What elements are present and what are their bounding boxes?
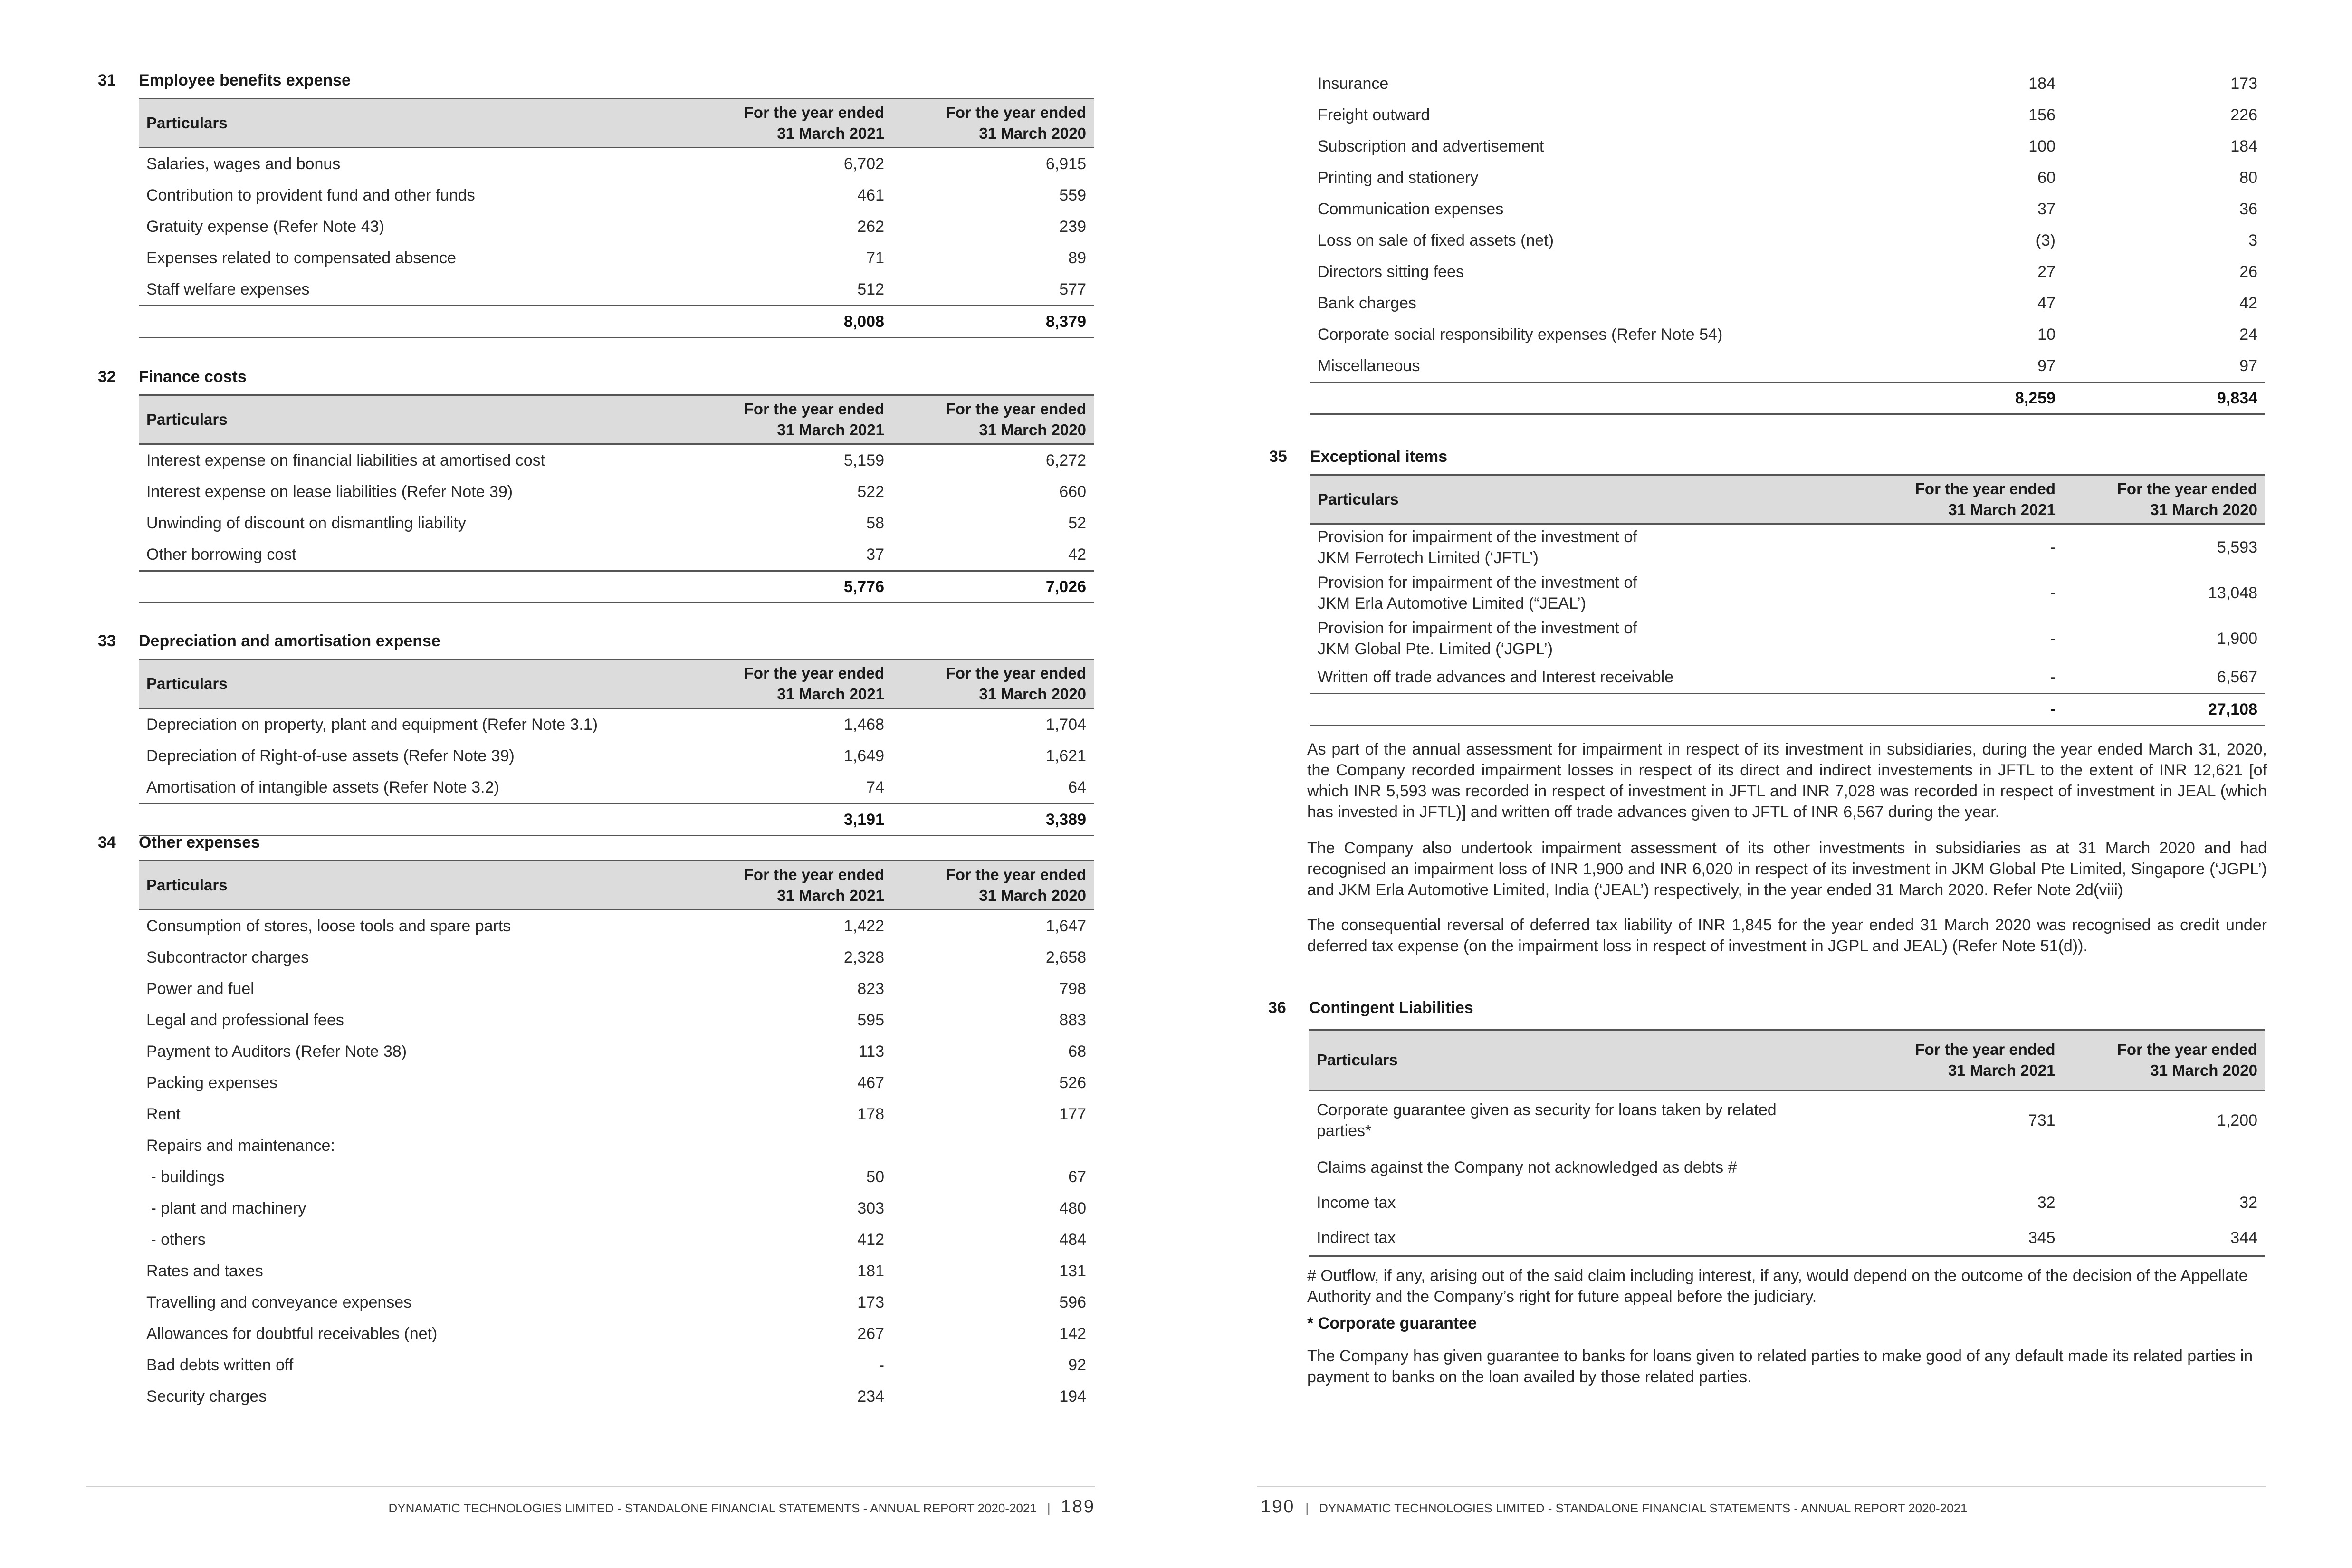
note-31 bbox=[98, 71, 1094, 338]
total-row: 8,008 8,379 bbox=[139, 306, 1094, 338]
footnote-outflow: # Outflow, if any, arising out of the said claim including interest, if any, would depend on the outcome of the decision of the Appellate Authority and the Company’s right for future appeal before the judiciary. bbox=[1307, 1267, 2248, 1306]
footer-rule bbox=[86, 1486, 1095, 1487]
note-title: Exceptional items bbox=[1310, 448, 1448, 466]
footer-rule bbox=[1257, 1486, 2266, 1487]
note-title: Employee benefits expense bbox=[139, 71, 351, 89]
table-row: Other borrowing cost 37 42 bbox=[146, 545, 1086, 564]
total-row: - 27,108 bbox=[1310, 694, 2265, 726]
table-header-row bbox=[139, 99, 1094, 148]
table-row: Power and fuel 823 798 bbox=[146, 979, 1086, 998]
header-year-2021: For the year ended 31 March 2021 bbox=[690, 99, 892, 148]
note-34 bbox=[98, 833, 1094, 1412]
total-row: 8,259 9,834 bbox=[1310, 382, 2265, 414]
table-row: Interest expense on lease liabilities (Refer Note 39) 522 660 bbox=[146, 482, 1086, 501]
finance-costs-table bbox=[139, 394, 1094, 603]
note-32 bbox=[98, 368, 1094, 603]
note-number: 35 bbox=[1269, 448, 1287, 466]
note-number: 33 bbox=[98, 632, 116, 650]
note-number: 32 bbox=[98, 368, 116, 386]
table-row: Amortisation of intangible assets (Refer Note 3.2) 74 64 bbox=[146, 778, 1086, 796]
table-header-row: Particulars For the year ended 31 March 2021 For the year ended 31 March 2020 bbox=[139, 861, 1094, 910]
table-row: Bank charges 47 42 bbox=[1318, 294, 2257, 312]
table-row: Legal and professional fees 595 883 bbox=[146, 1011, 1086, 1029]
table-header-row: Particulars For the year ended 31 March 2021 For the year ended 31 March 2020 bbox=[139, 395, 1094, 444]
table-row: Security charges 234 194 bbox=[146, 1387, 1086, 1405]
note-number: 31 bbox=[98, 71, 116, 89]
header-year-2020: For the year ended 31 March 2020 bbox=[892, 99, 1094, 148]
table-header-row: Particulars For the year ended 31 March 2021 For the year ended 31 March 2020 bbox=[1310, 475, 2265, 524]
table-row: Provision for impairment of the investment of JKM Ferrotech Limited (‘JFTL’) - 5,593 bbox=[1318, 528, 2257, 567]
table-row: Directors sitting fees 27 26 bbox=[1318, 262, 2257, 281]
table-row: Communication expenses 37 36 bbox=[1318, 200, 2257, 218]
table-row: Payment to Auditors (Refer Note 38) 113 68 bbox=[146, 1042, 1086, 1061]
note-35 bbox=[1269, 448, 2265, 726]
contingent-liabilities-table bbox=[1309, 1029, 2265, 1257]
table-row: Freight outward 156 226 bbox=[1318, 105, 2257, 124]
table-row: Written off trade advances and Interest receivable - 6,567 bbox=[1318, 668, 2257, 686]
table-row: Gratuity expense (Refer Note 43) 262 239 bbox=[146, 217, 1086, 236]
table-row: Provision for impairment of the investment of JKM Global Pte. Limited (‘JGPL’) - 1,900 bbox=[1318, 619, 2257, 658]
footer-text: DYNAMATIC TECHNOLOGIES LIMITED - STANDALONE FINANCIAL STATEMENTS - ANNUAL REPORT 2020-2021 bbox=[1319, 1501, 1968, 1515]
note-title: Depreciation and amortisation expense bbox=[139, 632, 440, 650]
page-number: 190 bbox=[1261, 1497, 1295, 1517]
table-row: Rent 178 177 bbox=[146, 1105, 1086, 1123]
table-row: Subscription and advertisement 100 184 bbox=[1318, 137, 2257, 155]
table-row: Consumption of stores, loose tools and spare parts 1,422 1,647 bbox=[146, 917, 1086, 935]
note-36 bbox=[1268, 999, 2265, 1257]
note-title: Finance costs bbox=[139, 368, 247, 386]
total-row: 5,776 7,026 bbox=[139, 571, 1094, 603]
table-row: Allowances for doubtful receivables (net) 267 142 bbox=[146, 1324, 1086, 1343]
note-number: 36 bbox=[1268, 999, 1286, 1017]
table-row: Corporate guarantee given as security for loans taken by related parties* 731 1,200 bbox=[1317, 1101, 2257, 1140]
table-row: Interest expense on financial liabilities at amortised cost 5,159 6,272 bbox=[146, 451, 1086, 469]
table-row: Unwinding of discount on dismantling liability 58 52 bbox=[146, 514, 1086, 532]
table-row: Loss on sale of fixed assets (net) (3) 3 bbox=[1318, 231, 2257, 249]
table-row: Staff welfare expenses 512 577 bbox=[146, 280, 1086, 298]
corporate-guarantee-text: The Company has given guarantee to banks for loans given to related parties to make good of any default made its related parties in payment to banks on the loan availed by those related parties. bbox=[1307, 1347, 2253, 1386]
table-row: Expenses related to compensated absence 71 89 bbox=[146, 249, 1086, 267]
total-row: 3,191 3,389 bbox=[139, 804, 1094, 836]
note-number: 34 bbox=[98, 833, 116, 851]
footer-text: DYNAMATIC TECHNOLOGIES LIMITED - STANDALONE FINANCIAL STATEMENTS - ANNUAL REPORT 2020-2021 bbox=[388, 1501, 1037, 1515]
table-row: Printing and stationery 60 80 bbox=[1318, 168, 2257, 187]
employee-benefits-table bbox=[139, 98, 1094, 338]
table-row: Miscellaneous 97 97 bbox=[1318, 356, 2257, 375]
paragraph: The Company also undertook impairment assessment of its other investments in subsidiaries as at 31 March 2020 and had recognised an impairment loss of INR 1,900 and INR 6,020 in respect of its investment in JKM Global Pte Limited, Singapore (‘JGPL’) and JKM Erla Automotive Limited, India (‘JEAL’) respectively, in the year ended 31 March 2020. Refer Note 2d(viii) bbox=[1307, 839, 2267, 899]
corporate-guarantee-heading: * Corporate guarantee bbox=[1307, 1314, 1477, 1332]
table-row: Rates and taxes 181 131 bbox=[146, 1262, 1086, 1280]
table-row: Corporate social responsibility expenses (Refer Note 54) 10 24 bbox=[1318, 325, 2257, 344]
table-row: Depreciation on property, plant and equipment (Refer Note 3.1) 1,468 1,704 bbox=[146, 715, 1086, 734]
exceptional-items-table bbox=[1310, 474, 2265, 726]
note-title: Other expenses bbox=[139, 833, 260, 851]
right-page bbox=[1176, 0, 2352, 1568]
table-row: Subcontractor charges 2,328 2,658 bbox=[146, 948, 1086, 966]
page-footer: DYNAMATIC TECHNOLOGIES LIMITED - STANDALONE FINANCIAL STATEMENTS - ANNUAL REPORT 2020-2021 | 189 bbox=[388, 1497, 1095, 1517]
table-row: Depreciation of Right-of-use assets (Refer Note 39) 1,649 1,621 bbox=[146, 746, 1086, 765]
table-row: Salaries, wages and bonus 6,702 6,915 bbox=[146, 154, 1086, 173]
table-row: - plant and machinery 303 480 bbox=[146, 1199, 1086, 1217]
paragraph: The consequential reversal of deferred tax liability of INR 1,845 for the year ended 31 March 2020 was recognised as credit under deferred tax expense (on the impairment loss in respect of investment in JGPL and JEAL) (Refer Note 51(d)). bbox=[1307, 916, 2267, 955]
page-footer: 190 | DYNAMATIC TECHNOLOGIES LIMITED - STANDALONE FINANCIAL STATEMENTS - ANNUAL REPORT 2020-2021 bbox=[1261, 1497, 1968, 1517]
paragraph: As part of the annual assessment for impairment in respect of its investment in subsidiaries, during the year ended March 31, 2020, the Company recorded impairment losses in respect of its direct and indirect investements in JFTL to the extent of INR 12,621 [of which INR 5,593 was recorded in respect of investment in JFTL and INR 7,028 was recorded in respect of investment in JEAL (which has invested in JFTL)] and written off trade advances given to JFTL of INR 6,567 during the year. bbox=[1307, 740, 2267, 821]
other-expenses-table-continued bbox=[1310, 68, 2265, 415]
table-header-row: Particulars For the year ended 31 March 2021 For the year ended 31 March 2020 bbox=[139, 660, 1094, 708]
depreciation-table bbox=[139, 659, 1094, 836]
table-row: Packing expenses 467 526 bbox=[146, 1073, 1086, 1092]
table-header-row: Particulars For the year ended 31 March 2021 For the year ended 31 March 2020 bbox=[1309, 1030, 2265, 1090]
table-row: Claims against the Company not acknowledged as debts # bbox=[1317, 1158, 1737, 1176]
table-row: Indirect tax 345 344 bbox=[1309, 1220, 2265, 1256]
page-number: 189 bbox=[1061, 1497, 1095, 1517]
note-34-continued bbox=[1310, 68, 2265, 415]
table-row: Travelling and conveyance expenses 173 596 bbox=[146, 1293, 1086, 1311]
table-row: Income tax 32 32 bbox=[1317, 1193, 2257, 1212]
table-row: Provision for impairment of the investment of JKM Erla Automotive Limited (“JEAL’) - 13,048 bbox=[1318, 574, 2257, 612]
note-title: Contingent Liabilities bbox=[1309, 999, 1473, 1017]
table-row: Contribution to provident fund and other funds 461 559 bbox=[146, 186, 1086, 204]
table-row: Insurance 184 173 bbox=[1318, 74, 2257, 93]
note-33 bbox=[98, 632, 1094, 836]
table-row: - buildings 50 67 bbox=[146, 1167, 1086, 1186]
header-particulars: Particulars bbox=[139, 99, 690, 148]
table-row: Repairs and maintenance: bbox=[146, 1136, 335, 1155]
table-row: - others 412 484 bbox=[146, 1230, 1086, 1249]
other-expenses-table bbox=[139, 860, 1094, 1412]
table-row: Bad debts written off - 92 bbox=[146, 1356, 1086, 1374]
